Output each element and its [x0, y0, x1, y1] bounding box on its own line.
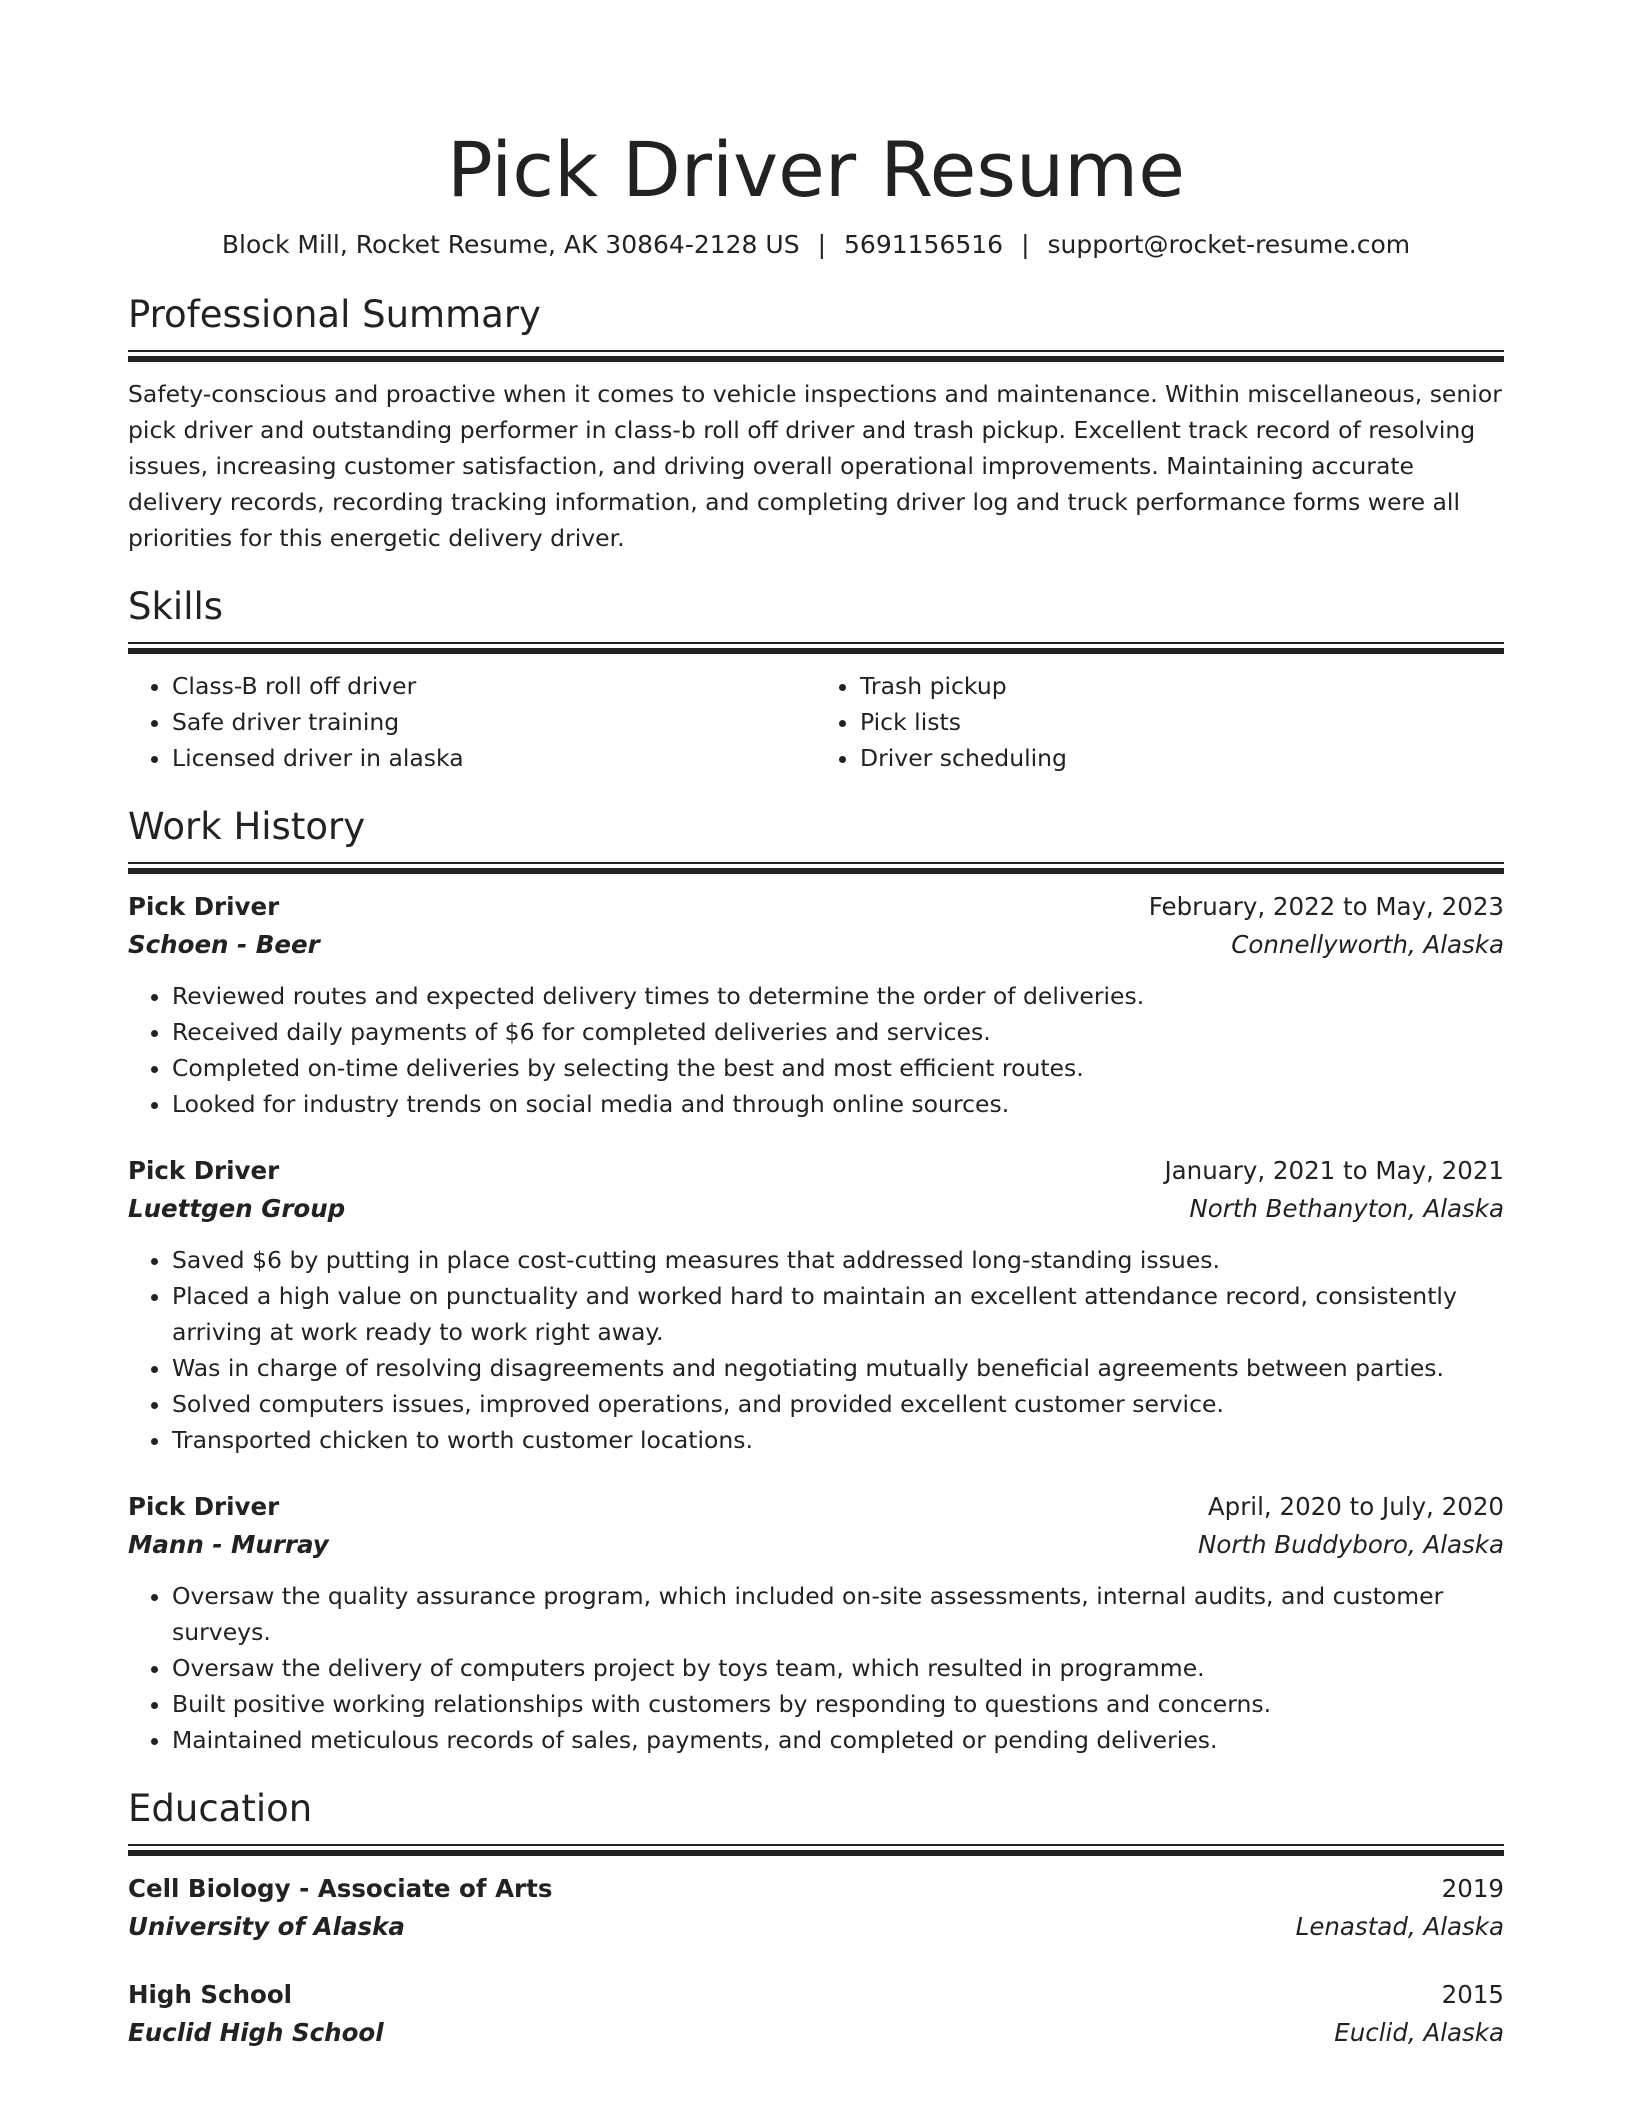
job-title: Pick Driver — [128, 1492, 280, 1521]
job-bullets — [128, 1242, 1504, 1458]
job-title: Pick Driver — [128, 1156, 280, 1185]
education-school: University of Alaska — [128, 1912, 405, 1941]
section-rule — [128, 642, 1504, 654]
education-year: 2019 — [1441, 1874, 1504, 1903]
skills-section — [128, 584, 1504, 776]
job-bullets — [128, 1578, 1504, 1758]
education-degree: Cell Biology - Associate of Arts — [128, 1874, 553, 1903]
job-subheader — [128, 1526, 1504, 1564]
job-entry — [128, 1488, 1504, 1758]
education-subheader — [128, 2014, 1504, 2052]
job-company: Schoen - Beer — [128, 930, 320, 959]
job-dates: April, 2020 to July, 2020 — [1207, 1492, 1504, 1521]
job-bullet: • Completed on-time deliveries by selecting the best and most efficient routes. — [172, 1050, 1504, 1086]
job-bullet: • Transported chicken to worth customer locations. — [172, 1422, 1504, 1458]
skills-column-right — [816, 668, 1504, 776]
summary-section — [128, 292, 1504, 556]
education-entry — [128, 1870, 1504, 1946]
skill-item: • Pick lists — [860, 704, 1504, 740]
contact-separator: | — [817, 230, 827, 259]
job-location: North Bethanyton, Alaska — [1189, 1194, 1504, 1223]
job-subheader — [128, 926, 1504, 964]
job-bullets — [128, 978, 1504, 1122]
job-location: Connellyworth, Alaska — [1231, 930, 1504, 959]
skill-item: • Licensed driver in alaska — [172, 740, 816, 776]
education-entry — [128, 1976, 1504, 2052]
job-bullet: • Built positive working relationships with customers by responding to questions and concerns. — [172, 1686, 1504, 1722]
job-dates: January, 2021 to May, 2021 — [1164, 1156, 1504, 1185]
job-bullet: • Looked for industry trends on social media and through online sources. — [172, 1086, 1504, 1122]
education-degree: High School — [128, 1980, 293, 2009]
education-header — [128, 1976, 1504, 2014]
job-bullet: • Solved computers issues, improved operations, and provided excellent customer service. — [172, 1386, 1504, 1422]
job-entry — [128, 1152, 1504, 1458]
job-header — [128, 888, 1504, 926]
job-header — [128, 1152, 1504, 1190]
education-header — [128, 1870, 1504, 1908]
section-title-summary: Professional Summary — [128, 293, 541, 336]
job-bullet: • Maintained meticulous records of sales, payments, and completed or pending deliveries. — [172, 1722, 1504, 1758]
job-header — [128, 1488, 1504, 1526]
contact-phone: 5691156516 — [844, 230, 1004, 259]
resume-page — [128, 0, 1504, 2052]
section-rule — [128, 1844, 1504, 1856]
job-subheader — [128, 1190, 1504, 1228]
job-bullet: • Oversaw the delivery of computers project by toys team, which resulted in programme. — [172, 1650, 1504, 1686]
skill-item: • Class-B roll off driver — [172, 668, 816, 704]
skills-column-left — [128, 668, 816, 776]
section-title-skills: Skills — [128, 585, 224, 628]
section-rule — [128, 862, 1504, 874]
job-title: Pick Driver — [128, 892, 280, 921]
education-location: Euclid, Alaska — [1334, 2018, 1504, 2047]
resume-title: Pick Driver Resume — [447, 125, 1185, 214]
section-title-work: Work History — [128, 805, 366, 848]
job-company: Mann - Murray — [128, 1530, 329, 1559]
section-rule — [128, 350, 1504, 362]
education-location: Lenastad, Alaska — [1295, 1912, 1504, 1941]
contact-line — [128, 228, 1504, 262]
job-bullet: • Reviewed routes and expected delivery times to determine the order of deliveries. — [172, 978, 1504, 1014]
contact-separator: | — [1021, 230, 1030, 259]
skill-item: • Driver scheduling — [860, 740, 1504, 776]
skill-item: • Trash pickup — [860, 668, 1504, 704]
job-dates: February, 2022 to May, 2023 — [1148, 892, 1504, 921]
education-school: Euclid High School — [128, 2018, 384, 2047]
section-title-education: Education — [128, 1787, 313, 1830]
job-bullet: • Received daily payments of $6 for completed deliveries and services. — [172, 1014, 1504, 1050]
job-entry — [128, 888, 1504, 1122]
work-history-section — [128, 804, 1504, 1758]
skills-list — [128, 668, 1504, 776]
skill-item: • Safe driver training — [172, 704, 816, 740]
job-company: Luettgen Group — [128, 1194, 346, 1223]
contact-email: support@rocket-resume.com — [1047, 230, 1411, 259]
job-bullet: • Oversaw the quality assurance program, which included on-site assessments, internal audits, and customer surveys. — [172, 1578, 1504, 1650]
contact-address: Block Mill, Rocket Resume, AK 30864-2128 US — [221, 230, 800, 259]
job-bullet: • Placed a high value on punctuality and worked hard to maintain an excellent attendance record, consistently arriving at work ready to work right away. — [172, 1278, 1504, 1350]
job-location: North Buddyboro, Alaska — [1198, 1530, 1504, 1559]
education-subheader — [128, 1908, 1504, 1946]
education-section — [128, 1786, 1504, 2052]
summary-text: Safety-conscious and proactive when it comes to vehicle inspections and maintenance. Within miscellaneous, senior pick driver and outstanding performer in class-b roll off driver and trash pickup. Excellent track record of resolving issues, increasing customer satisfaction, and driving overall operational improvements. Maintaining accurate delivery records, recording tracking information, and completing driver log and truck performance forms were all priorities for this energetic delivery driver. — [128, 380, 1502, 552]
job-bullet: • Was in charge of resolving disagreements and negotiating mutually beneficial agreements between parties. — [172, 1350, 1504, 1386]
education-year: 2015 — [1441, 1980, 1504, 2009]
job-bullet: • Saved $6 by putting in place cost-cutting measures that addressed long-standing issues. — [172, 1242, 1504, 1278]
